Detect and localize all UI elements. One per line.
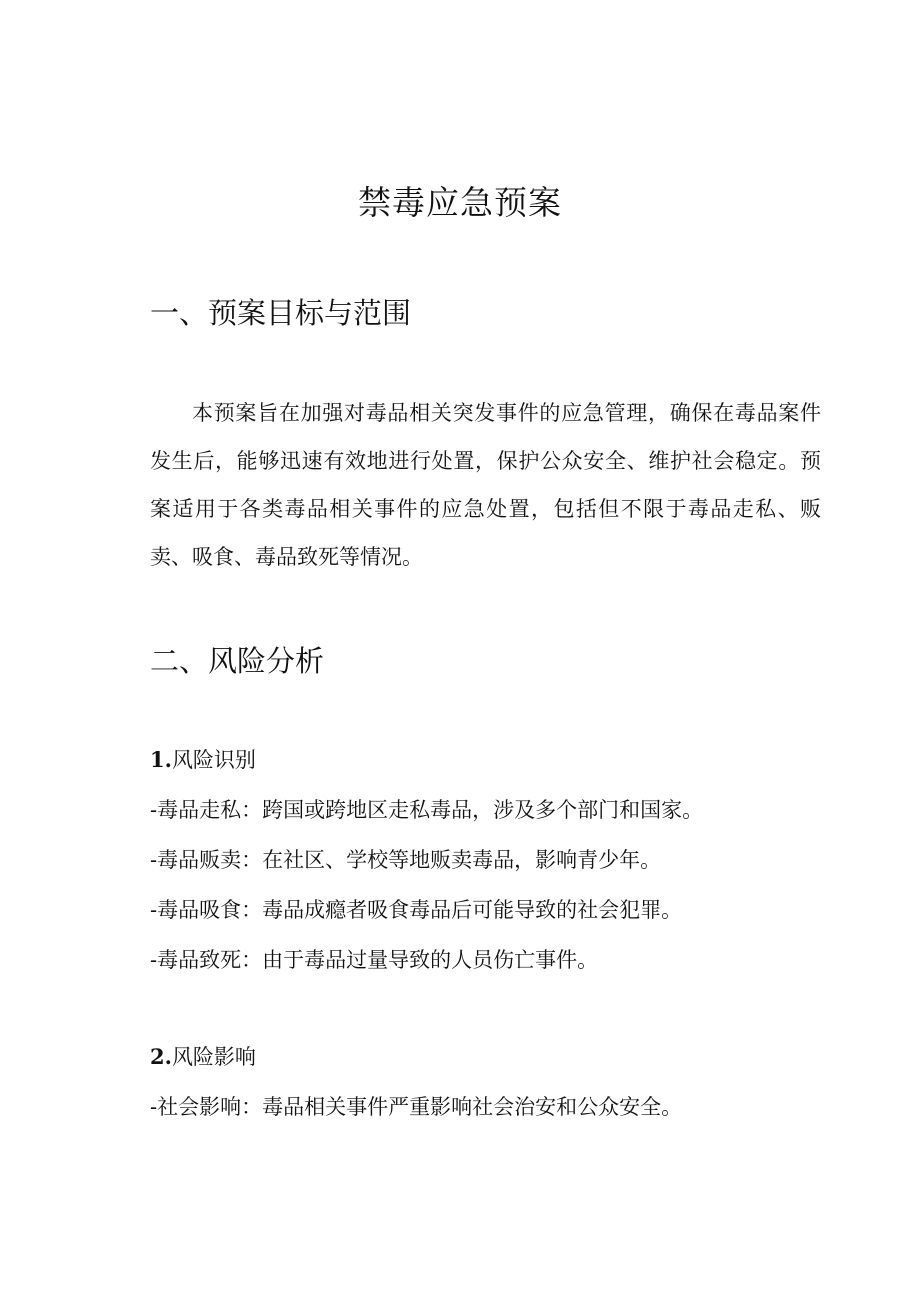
document-title: 禁毒应急预案 — [358, 183, 562, 222]
list-item: -毒品贩卖：在社区、学校等地贩卖毒品，影响青少年。 — [150, 848, 662, 872]
list-item: -毒品走私：跨国或跨地区走私毒品，涉及多个部门和国家。 — [150, 798, 704, 822]
list-item: -社会影响：毒品相关事件严重影响社会治安和公众安全。 — [150, 1095, 683, 1119]
subheading-label: 风险影响 — [171, 1045, 256, 1069]
subheading-label: 风险识别 — [171, 748, 256, 772]
paragraph-text: 本预案旨在加强对毒品相关突发事件的应急管理，确保在毒品案件发生后，能够迅速有效地进行处置，保护公众安全、维护社会稳定。预案适用于各类毒品相关事件的应急处置，包括但不限于毒品走私、贩卖、吸食、毒品致死等情况。 — [150, 401, 821, 569]
subheading-number: 2. — [150, 1044, 172, 1069]
list-item: -毒品吸食：毒品成瘾者吸食毒品后可能导致的社会犯罪。 — [150, 898, 683, 922]
section-heading-risk: 二、风险分析 — [150, 644, 325, 678]
list-item: -毒品致死：由于毒品过量导致的人员伤亡事件。 — [150, 948, 599, 972]
subheading-risk-impact — [150, 1041, 256, 1073]
subheading-number: 1. — [150, 747, 172, 772]
section-paragraph-goals — [150, 389, 821, 581]
subheading-risk-identification — [150, 744, 256, 776]
section-heading-goals: 一、预案目标与范围 — [150, 296, 412, 330]
